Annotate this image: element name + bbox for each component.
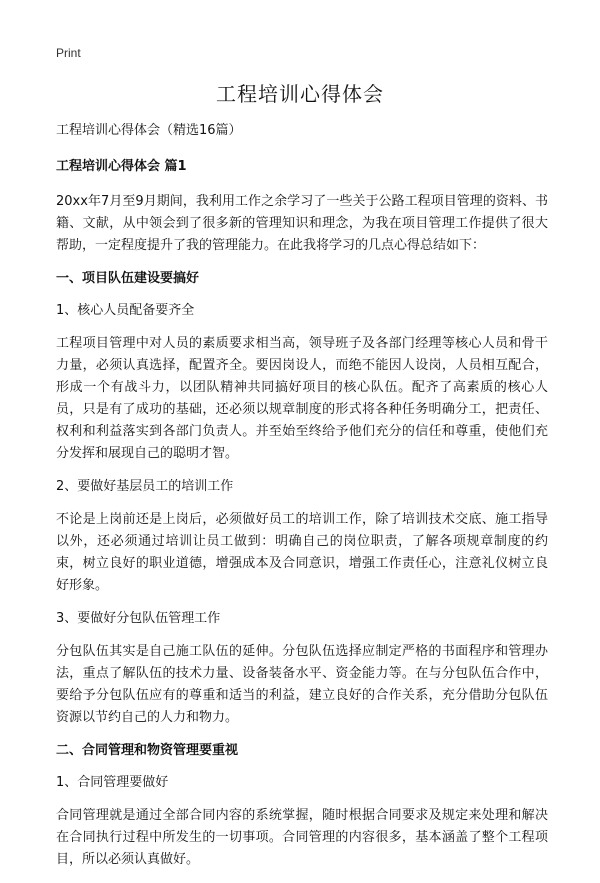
paragraph-1-2: 不论是上岗前还是上岗后，必须做好员工的培训工作，除了培训技术交底、施工指导以外，还必须通过培训让员工做到：明确自己的岗位职责，了解各项规章制度的约束，树立良好的职业道德，增强成本及合同意识，增强工作责任心，注意礼仪树立良好形象。: [56, 512, 548, 593]
intro-paragraph: 20xx年7月至9月期间，我利用工作之余学习了一些关于公路工程项目管理的资料、书籍、文献，从中领会到了很多新的管理知识和理念，为我在项目管理工作提供了很大帮助，一定程度提升了我的管理能力。在此我将学习的几点心得总结如下：: [56, 194, 548, 253]
article-title: 工程培训心得体会 篇1: [56, 159, 187, 174]
section-heading-1: 一、项目队伍建设要搞好: [56, 271, 200, 286]
paragraph-1-1: 工程项目管理中对人员的素质要求相当高，领导班子及各部门经理等核心人员和骨干力量，必须认真选择，配置齐全。要因岗设人，而绝不能因人设岗，人员相互配合，形成一个有战斗力，以团队精神共同搞好项目的核心队伍。配齐了高素质的核心人员，只是有了成功的基础，还必须以规章制度的形式将各种任务明确分工，把责任、权利和利益落实到各部门负责人。并至始至终给予他们充分的信任和尊重，使他们充分发挥和展现自己的聪明才智。: [56, 336, 548, 461]
paragraph-1-3: 分包队伍其实是自己施工队伍的延伸。分包队伍选择应制定严格的书面程序和管理办法，重点了解队伍的技术力量、设备装备水平、资金能力等。在与分包队伍合作中，要给予分包队伍应有的尊重和适当的利益，建立良好的合作关系，充分借助分包队伍资源以节约自己的人力和物力。: [56, 644, 548, 725]
sub-heading-2-1: 1、合同管理要做好: [56, 775, 169, 790]
section-heading-2: 二、合同管理和物资管理要重视: [56, 743, 239, 758]
print-link[interactable]: Print: [56, 46, 81, 60]
article-content: [56, 121, 548, 883]
sub-heading-1-1: 1、核心人员配备要齐全: [56, 303, 195, 318]
page-title: 工程培训心得体会: [216, 82, 384, 106]
paragraph-2-1: 合同管理就是通过全部合同内容的系统掌握，随时根据合同要求及规定来处理和解决在合同执行过程中所发生的一切事项。合同管理的内容很多，基本涵盖了整个工程项目，所以必须认真做好。: [56, 808, 548, 867]
subtitle: 工程培训心得体会（精选16篇）: [56, 123, 242, 138]
sub-heading-1-3: 3、要做好分包队伍管理工作: [56, 611, 221, 626]
sub-heading-1-2: 2、要做好基层员工的培训工作: [56, 479, 234, 494]
